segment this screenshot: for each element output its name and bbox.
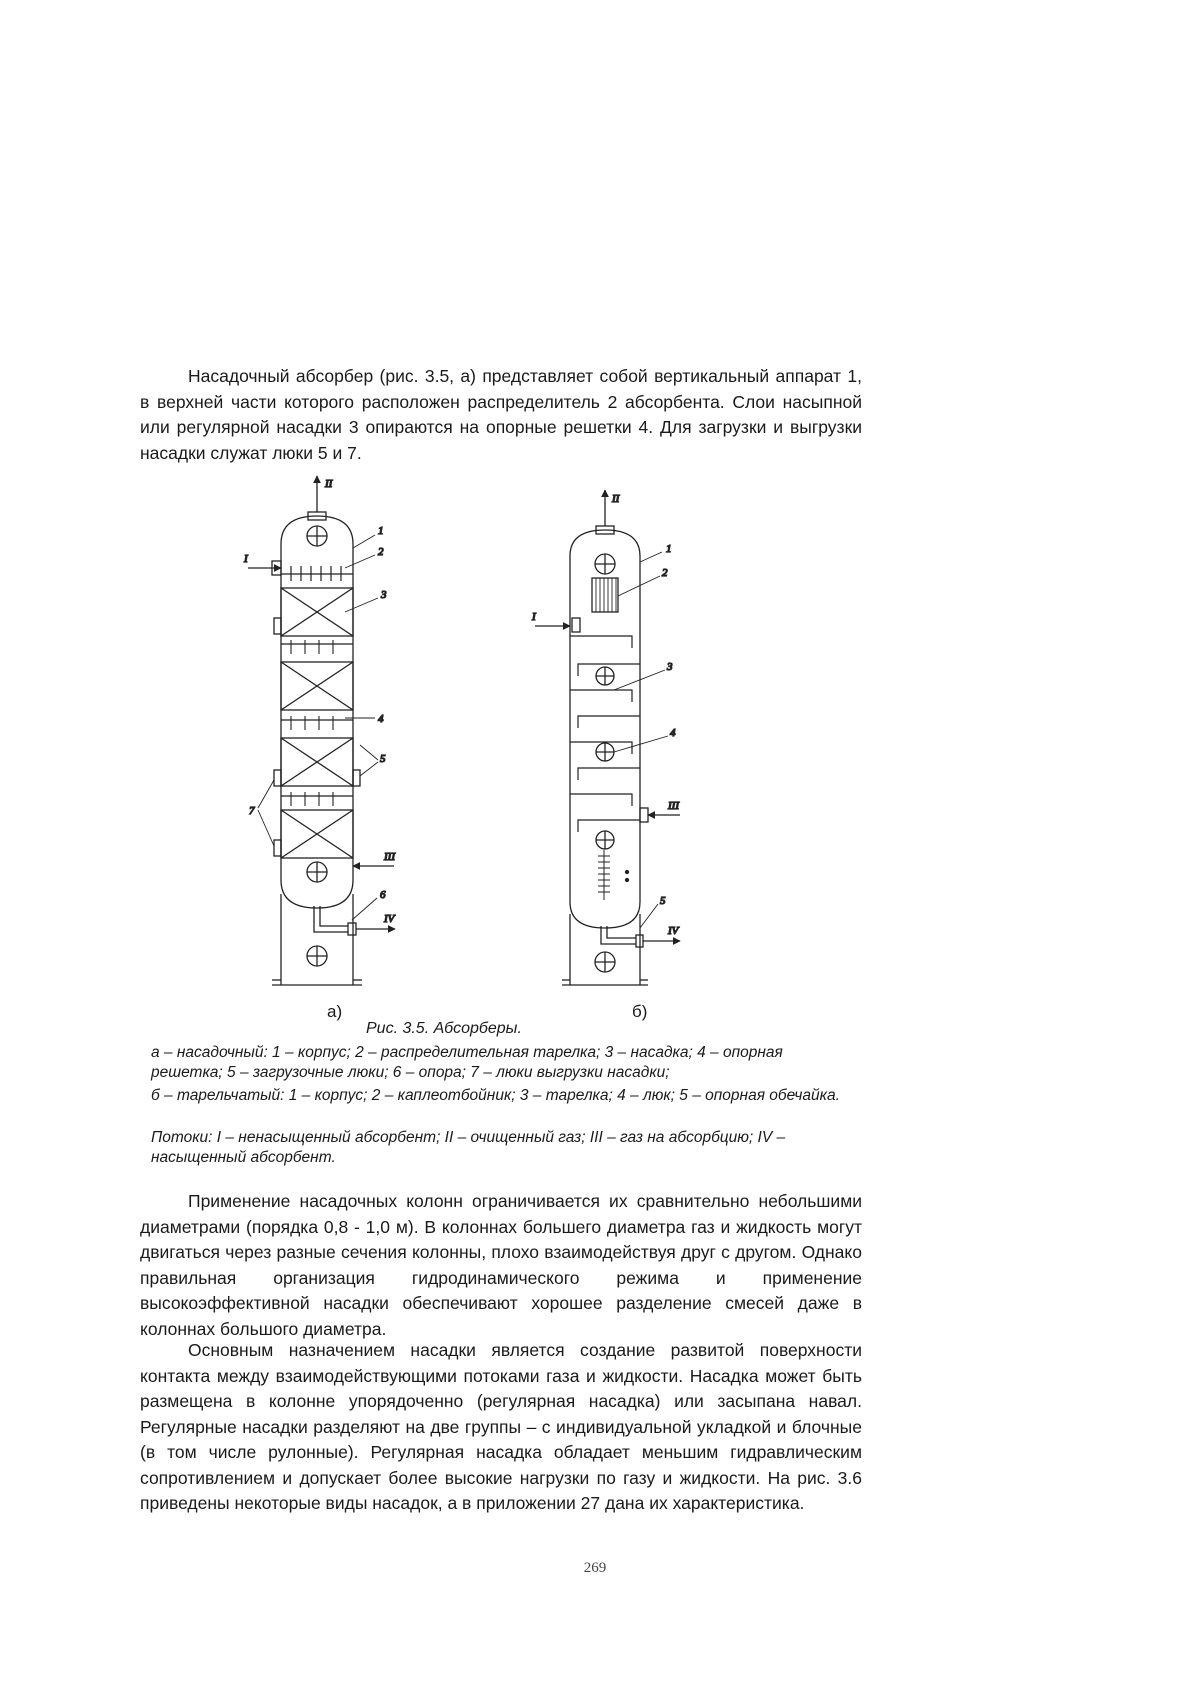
- callout-a-II: II: [325, 478, 333, 490]
- tray-absorber-drawing: [535, 490, 680, 985]
- callout-b-III: III: [668, 800, 679, 812]
- page-number: 269: [583, 1560, 607, 1576]
- callout-a-2: 2: [378, 546, 384, 558]
- callout-a-1: 1: [378, 525, 384, 537]
- callout-b-4: 4: [670, 727, 676, 739]
- callout-a-5: 5: [380, 753, 386, 765]
- packed-absorber-drawing: [248, 476, 395, 985]
- figure-label-b: б): [632, 1002, 648, 1021]
- callout-b-1: 1: [666, 543, 672, 555]
- callout-a-III: III: [384, 851, 395, 863]
- figure-label-a: а): [327, 1002, 343, 1021]
- caption-flows: Потоки: I – ненасыщенный абсорбент; II – очищенный газ; III – газ на абсорбцию; IV – насыщенный абсорбент.: [151, 1129, 786, 1166]
- paragraph-2: Применение насадочных колонн ограничивается их сравнительно небольшими диаметрами (порядка 0,8 - 1,0 м). В колоннах большего диаметра газ и жидкость могут двигаться через разные сечения колонны, плохо взаимодействуя друг с другом. Однако правильная организация гидродинамического режима и применение высокоэффективной насадки обеспечивают хорошее разделение смесей даже в колоннах большого диаметра.: [140, 1191, 862, 1339]
- callout-a-7: 7: [249, 805, 255, 817]
- callout-a-IV: IV: [384, 913, 395, 925]
- caption-tray: б – тарельчатый: 1 – корпус; 2 – каплеотбойник; 3 – тарелка; 4 – люк; 5 – опорная обечайка.: [151, 1087, 840, 1104]
- callout-b-II: II: [612, 493, 620, 505]
- callout-b-I: I: [532, 611, 536, 623]
- callout-b-IV: IV: [668, 925, 679, 937]
- callout-a-4: 4: [378, 713, 384, 725]
- paragraph-3: Основным назначением насадки является создание развитой поверхности контакта между взаимодействующими потоками газа и жидкости. Насадка может быть размещена в колонне упорядоченно (регулярная насадка) или засыпана навал. Регулярные насадки разделяют на две группы – с индивидуальной укладкой и блочные (в том числе рулонные). Регулярная насадка обладает меньшим гидравлическим сопротивлением и допускает более высокие нагрузки по газу и жидкости. На рис. 3.6 приведены некоторые виды насадок, а в приложении 27 дана их характеристика.: [140, 1340, 862, 1513]
- paragraph-1: Насадочный абсорбер (рис. 3.5, а) представляет собой вертикальный аппарат 1, в верхней части которого расположен распределитель 2 абсорбента. Слои насыпной или регулярной насадки 3 опираются на опорные решетки 4. Для загрузки и выгрузки насадки служат люки 5 и 7.: [140, 366, 862, 463]
- callout-b-5: 5: [660, 895, 666, 907]
- callout-b-2: 2: [662, 567, 668, 579]
- caption-packed: а – насадочный: 1 – корпус; 2 – распределительная тарелка; 3 – насадка; 4 – опорная решетка; 5 – загрузочные люки; 6 – опора; 7 – люки выгрузки насадки;: [151, 1044, 783, 1081]
- callout-b-3: 3: [667, 661, 673, 673]
- callout-a-6: 6: [380, 889, 386, 901]
- callout-a-I: I: [244, 553, 248, 565]
- figure-title: Рис. 3.5. Абсорберы.: [366, 1020, 522, 1037]
- callout-a-3: 3: [381, 589, 387, 601]
